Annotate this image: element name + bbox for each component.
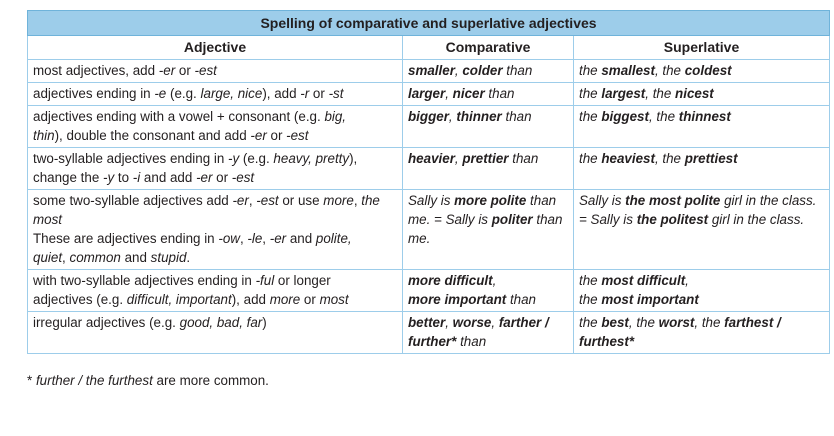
cell-line (408, 149, 568, 168)
text-run: , the (628, 315, 659, 330)
text-run: politer (491, 212, 533, 227)
text-run: good, bad, far (179, 315, 263, 330)
text-run: ), add (231, 292, 270, 307)
text-run: , (454, 151, 463, 166)
text-run: prettier (462, 151, 509, 166)
text-run: more (269, 292, 301, 307)
text-run: common (69, 250, 121, 265)
text-run: or (175, 63, 195, 78)
text-run: colder (462, 63, 503, 78)
text-run: , (491, 315, 499, 330)
text-run: thinnest (678, 109, 731, 124)
adjective-cell (28, 60, 403, 83)
cell-line (33, 168, 397, 187)
text-run: or longer (274, 273, 331, 288)
text-run: These are adjectives ending in (33, 231, 219, 246)
text-run: ), double the consonant and add (54, 128, 251, 143)
text-run: -le (247, 231, 263, 246)
text-run: quiet (33, 250, 63, 265)
text-run: the (579, 273, 602, 288)
text-run: -est (194, 63, 217, 78)
text-run: some two-syllable adjectives add (33, 193, 233, 208)
text-run: , (239, 231, 248, 246)
text-run: farther / (498, 315, 549, 330)
adjective-cell (28, 270, 403, 312)
superlative-cell (574, 190, 830, 270)
adjectives-table-container (27, 10, 829, 354)
table-row (28, 312, 830, 354)
text-run: -est (231, 170, 255, 185)
table-row (28, 148, 830, 190)
cell-line (579, 290, 824, 309)
footnote (27, 373, 269, 388)
cell-line (579, 84, 824, 103)
text-run: prettiest (684, 151, 738, 166)
header-row (28, 36, 830, 60)
text-run: ), add (262, 86, 301, 101)
cell-line (579, 149, 824, 168)
text-run: further / the furthest (35, 373, 153, 388)
superlative-cell (574, 148, 830, 190)
text-run: than (506, 292, 537, 307)
comparative-cell (403, 312, 574, 354)
text-run: me. (408, 231, 431, 246)
text-run: most important (601, 292, 699, 307)
text-run: polite, (315, 231, 352, 246)
comparative-cell (403, 106, 574, 148)
text-run: , (353, 193, 362, 208)
text-run: Sally is (579, 193, 626, 208)
cell-line (408, 107, 568, 126)
text-run: stupid (150, 250, 187, 265)
text-run: -er (196, 170, 213, 185)
cell-line (408, 313, 568, 332)
text-run: and (286, 231, 316, 246)
header-adjective: Adjective (28, 36, 403, 60)
text-run: are more common. (152, 373, 269, 388)
comparative-cell (403, 190, 574, 270)
text-run: -est (256, 193, 279, 208)
text-run: larger (408, 86, 446, 101)
adjective-cell (28, 148, 403, 190)
text-run: than (526, 193, 557, 208)
text-run: the most polite (625, 193, 721, 208)
cell-line (408, 61, 568, 80)
text-run: irregular adjectives (e.g. (33, 315, 180, 330)
text-run: -r (300, 86, 310, 101)
text-run: heavier (408, 151, 455, 166)
text-run: , (248, 193, 257, 208)
cell-line (408, 84, 568, 103)
cell-line (579, 191, 824, 210)
text-run: the (579, 63, 602, 78)
table-row (28, 60, 830, 83)
text-run: more difficult (408, 273, 493, 288)
superlative-cell (574, 312, 830, 354)
text-run: bigger (408, 109, 449, 124)
text-run: largest (601, 86, 646, 101)
text-run: girl in the class. (708, 212, 805, 227)
text-run: more polite (454, 193, 527, 208)
text-run: and (120, 250, 151, 265)
text-run: the (579, 292, 602, 307)
text-run: ), (349, 151, 358, 166)
comparative-cell (403, 270, 574, 312)
text-run: nicest (675, 86, 714, 101)
text-run: the (579, 151, 602, 166)
text-run: large, nice (200, 86, 263, 101)
adjective-cell (28, 83, 403, 106)
text-run: furthest* (579, 334, 635, 349)
cell-line (579, 271, 824, 290)
table-row (28, 190, 830, 270)
text-run: -y (228, 151, 240, 166)
text-run: = Sally is (579, 212, 637, 227)
text-run: adjectives (e.g. (33, 292, 127, 307)
cell-line (408, 229, 568, 248)
header-comparative: Comparative (403, 36, 574, 60)
text-run: Sally is (408, 193, 455, 208)
text-run: -i (132, 170, 141, 185)
text-run: smaller (408, 63, 455, 78)
text-run: the politest (636, 212, 709, 227)
cell-line (33, 191, 397, 210)
text-run: than (508, 151, 539, 166)
text-run: or (212, 170, 232, 185)
text-run: -ful (255, 273, 275, 288)
text-run: biggest (601, 109, 649, 124)
text-run: than (484, 86, 515, 101)
text-run: , (62, 250, 70, 265)
text-run: thin (33, 128, 55, 143)
cell-line (33, 210, 397, 229)
text-run: than (501, 109, 532, 124)
cell-line (33, 271, 397, 290)
text-run: , the (654, 151, 685, 166)
text-run: , the (694, 315, 725, 330)
text-run: me. = Sally is (408, 212, 492, 227)
text-run: most (33, 212, 63, 227)
text-run: (e.g. (166, 86, 201, 101)
text-run: . (186, 250, 191, 265)
text-run: with two-syllable adjectives ending in (33, 273, 256, 288)
text-run: coldest (684, 63, 732, 78)
text-run: -e (154, 86, 167, 101)
cell-line (579, 210, 824, 229)
text-run: the (361, 193, 380, 208)
cell-line (33, 290, 397, 309)
text-run: -er (269, 231, 287, 246)
text-run: better (408, 315, 446, 330)
text-run: adjectives ending in (33, 86, 155, 101)
cell-line (33, 229, 397, 248)
text-run: than (456, 334, 487, 349)
text-run: -er (250, 128, 267, 143)
superlative-cell (574, 60, 830, 83)
cell-line (33, 61, 397, 80)
text-run: the (579, 86, 602, 101)
superlative-cell (574, 83, 830, 106)
comparative-cell (403, 148, 574, 190)
table-row (28, 106, 830, 148)
cell-line (408, 210, 568, 229)
text-run: the (579, 315, 602, 330)
text-run: or use (278, 193, 324, 208)
text-run: best (601, 315, 629, 330)
cell-line (33, 84, 397, 103)
text-run: ) (262, 315, 267, 330)
superlative-cell (574, 270, 830, 312)
text-run: -st (328, 86, 344, 101)
text-run: -y (103, 170, 115, 185)
text-run: farthest / (724, 315, 781, 330)
text-run: , (445, 86, 453, 101)
table-body (28, 60, 830, 354)
adjectives-table (27, 10, 830, 354)
table-row (28, 270, 830, 312)
cell-line (33, 248, 397, 267)
cell-line (408, 290, 568, 309)
header-superlative: Superlative (574, 36, 830, 60)
text-run: , the (648, 109, 679, 124)
text-run: and add (140, 170, 197, 185)
text-run: heavy, pretty (273, 151, 350, 166)
text-run: , (262, 231, 270, 246)
text-run: more (323, 193, 354, 208)
cell-line (33, 107, 397, 126)
text-run: worse (452, 315, 492, 330)
adjective-cell (28, 106, 403, 148)
comparative-cell (403, 83, 574, 106)
text-run: thinner (456, 109, 502, 124)
text-run: most difficult (601, 273, 686, 288)
cell-line (408, 191, 568, 210)
table-row (28, 83, 830, 106)
text-run: or (266, 128, 287, 143)
text-run: the (579, 109, 602, 124)
text-run: worst (658, 315, 695, 330)
cell-line (33, 313, 397, 332)
text-run: -er (158, 63, 176, 78)
text-run: smallest (601, 63, 655, 78)
text-run: big, (324, 109, 347, 124)
text-run: difficult, important (126, 292, 232, 307)
cell-line (579, 332, 824, 351)
cell-line (408, 271, 568, 290)
text-run: , (445, 315, 453, 330)
cell-line (33, 126, 397, 145)
text-run: change the (33, 170, 103, 185)
cell-line (579, 61, 824, 80)
text-run: two-syllable adjectives ending in (33, 151, 229, 166)
title-row (28, 11, 830, 36)
text-run: -est (286, 128, 309, 143)
text-run: * (27, 373, 36, 388)
text-run: than (532, 212, 563, 227)
adjective-cell (28, 190, 403, 270)
text-run: , (448, 109, 457, 124)
comparative-cell (403, 60, 574, 83)
text-run: -er (232, 193, 249, 208)
text-run: adjectives ending with a vowel + consonant (e.g. (33, 109, 325, 124)
adjective-cell (28, 312, 403, 354)
text-run: , the (645, 86, 676, 101)
text-run: , the (654, 63, 685, 78)
text-run: heaviest (601, 151, 655, 166)
table-title: Spelling of comparative and superlative adjectives (28, 11, 830, 36)
text-run: or (309, 86, 329, 101)
text-run: , (685, 273, 689, 288)
text-run: , (454, 63, 463, 78)
text-run: than (502, 63, 533, 78)
cell-line (579, 107, 824, 126)
text-run: most adjectives, add (33, 63, 159, 78)
text-run: more important (408, 292, 507, 307)
text-run: girl in the class. (720, 193, 817, 208)
text-run: (e.g. (239, 151, 274, 166)
text-run: , (492, 273, 497, 288)
text-run: nicer (452, 86, 485, 101)
cell-line (33, 149, 397, 168)
text-run: most (319, 292, 349, 307)
text-run: or (300, 292, 320, 307)
cell-line (408, 332, 568, 351)
cell-line (579, 313, 824, 332)
text-run: -ow (218, 231, 240, 246)
text-run: to (114, 170, 133, 185)
text-run: further* (408, 334, 457, 349)
superlative-cell (574, 106, 830, 148)
